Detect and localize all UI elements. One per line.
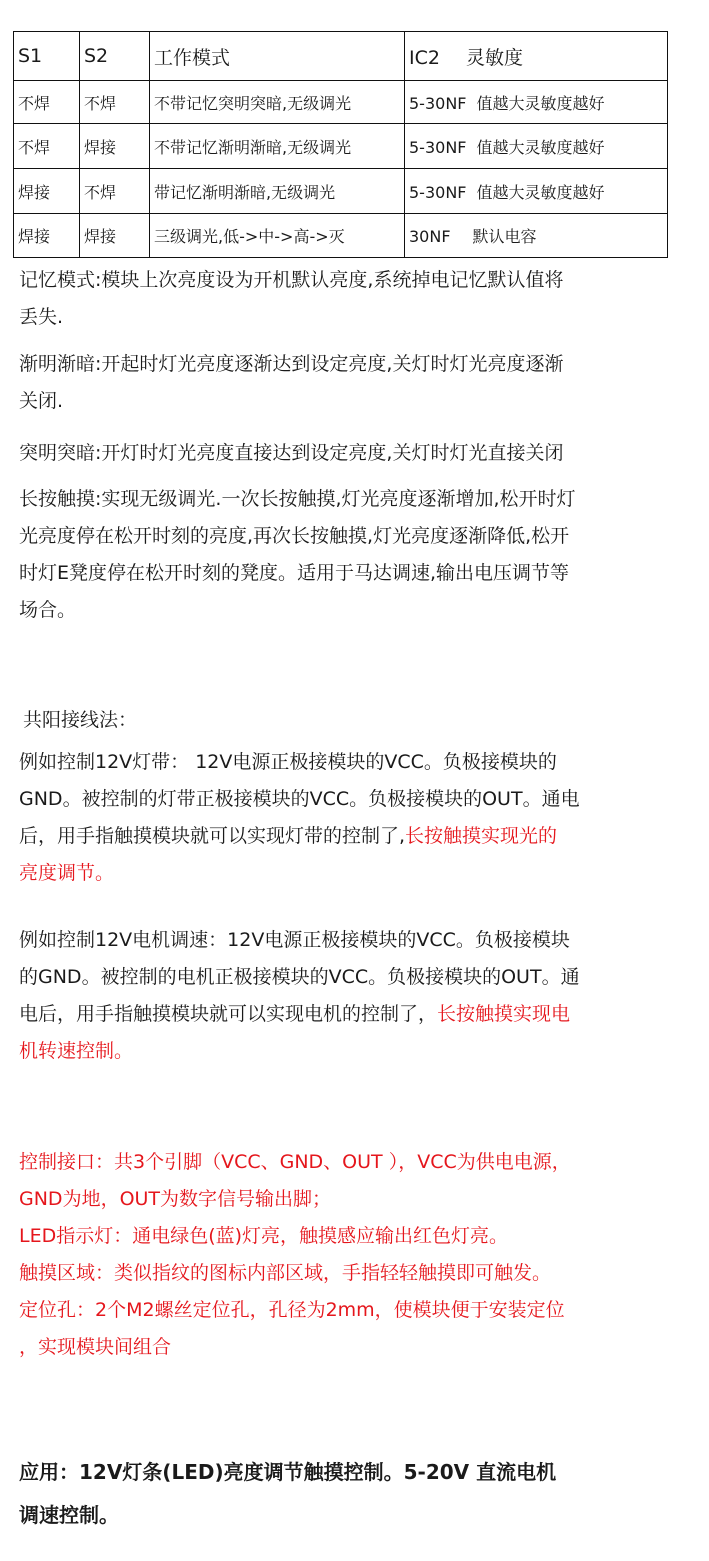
cell-mode: 带记忆渐明渐暗,无级调光 (150, 169, 405, 214)
spec-line: LED指示灯：通电绿色(蓝)灯亮，触摸感应输出红色灯亮。 (19, 1225, 509, 1247)
text-line: 突明突暗:开灯时灯光亮度直接达到设定亮度,关灯时灯光直接关闭 (19, 442, 564, 464)
text-line: 时灯E凳度停在松开时刻的凳度。适用于马达调速,输出电压调节等 (19, 562, 570, 584)
highlight-text: 亮度调节。 (19, 862, 115, 884)
mode-table (13, 31, 668, 258)
ic2-value: 5-30NF (409, 182, 467, 202)
text-line: 渐明渐暗:开起时灯光亮度逐渐达到设定亮度,关灯时灯光亮度逐渐 (19, 353, 564, 375)
text-line: 例如控制12V灯带： 12V电源正极接模块的VCC。负极接模块的 (19, 751, 557, 773)
cell-s2: 不焊 (80, 169, 150, 214)
header-s1: S1 (14, 32, 80, 81)
cell-mode: 三级调光,低->中->高->灭 (150, 214, 405, 258)
application-summary (19, 1454, 705, 1534)
text-line: 例如控制12V电机调速：12V电源正极接模块的VCC。负极接模块 (19, 929, 570, 951)
header-mode: 工作模式 (150, 32, 405, 81)
spec-line: 定位孔：2个M2螺丝定位孔，孔径为2mm，使模块便于安装定位 (19, 1299, 565, 1321)
text-line: 场合。 (19, 599, 77, 621)
highlight-text: 长按触摸实现电 (437, 1003, 571, 1025)
text-line: 应用：12V灯条(LED)亮度调节触摸控制。5-20V 直流电机 (19, 1460, 557, 1484)
table-row (14, 124, 668, 169)
ic2-note: 值越大灵敏度越好 (476, 182, 605, 202)
header-ic2-sensitivity (405, 32, 668, 81)
ic2-value: 30NF (409, 227, 451, 246)
fade-mode-description (19, 346, 705, 420)
ic2-value: 5-30NF (409, 137, 467, 157)
text-line: 调速控制。 (19, 1503, 119, 1527)
ic2-note: 值越大灵敏度越好 (476, 137, 605, 157)
table-row (14, 214, 668, 258)
text-line: 长按触摸:实现无级调光.一次长按触摸,灯光亮度逐渐增加,松开时灯 (19, 488, 576, 510)
text-line: 关闭. (19, 390, 64, 412)
ic2-note: 默认电容 (472, 227, 537, 246)
cell-ic2 (405, 124, 668, 169)
header-ic2: IC2 (409, 46, 440, 69)
cell-s2: 焊接 (80, 214, 150, 258)
highlight-text: 长按触摸实现光的 (405, 825, 558, 847)
text-line: 电后，用手指触摸模块就可以实现电机的控制了，长按触摸实现电 (19, 1003, 571, 1025)
cell-s1: 焊接 (14, 214, 80, 258)
spec-line: ，实现模块间组合 (19, 1336, 172, 1358)
cell-s1: 焊接 (14, 169, 80, 214)
memory-mode-description (19, 262, 705, 336)
module-specs (19, 1144, 705, 1366)
cell-ic2 (405, 81, 668, 124)
text-line: 丢失. (19, 306, 64, 328)
cell-ic2 (405, 169, 668, 214)
text-line: 的GND。被控制的电机正极接模块的VCC。负极接模块的OUT。通 (19, 966, 580, 988)
cell-mode: 不带记忆突明突暗,无级调光 (150, 81, 405, 124)
cell-s1: 不焊 (14, 124, 80, 169)
table-row (14, 81, 668, 124)
table-header-row (14, 32, 668, 81)
header-sensitivity: 灵敏度 (465, 46, 523, 69)
spec-line: 触摸区域：类似指纹的图标内部区域，手指轻轻触摸即可触发。 (19, 1262, 552, 1284)
cell-s2: 焊接 (80, 124, 150, 169)
cell-s2: 不焊 (80, 81, 150, 124)
long-press-description (19, 481, 705, 629)
cell-ic2 (405, 214, 668, 258)
cell-mode: 不带记忆渐明渐暗,无级调光 (150, 124, 405, 169)
text-line: 记忆模式:模块上次亮度设为开机默认亮度,系统掉电记忆默认值将 (19, 269, 564, 291)
text-line: GND。被控制的灯带正极接模块的VCC。负极接模块的OUT。通电 (19, 788, 580, 810)
motor-wiring (19, 922, 705, 1070)
highlight-text: 机转速控制。 (19, 1040, 134, 1062)
spec-line: GND为地，OUT为数字信号输出脚； (19, 1188, 332, 1210)
header-s2: S2 (80, 32, 150, 81)
instant-mode-description (19, 435, 705, 472)
cell-s1: 不焊 (14, 81, 80, 124)
ic2-note: 值越大灵敏度越好 (476, 93, 605, 113)
table-row (14, 169, 668, 214)
text-line: 后，用手指触摸模块就可以实现灯带的控制了,长按触摸实现光的 (19, 825, 558, 847)
ic2-value: 5-30NF (409, 93, 467, 113)
spec-line: 控制接口：共3个引脚（VCC、GND、OUT ），VCC为供电电源， (19, 1151, 571, 1173)
wiring-title: 共阳接线法： (23, 709, 138, 731)
text-line: 光亮度停在松开时刻的亮度,再次长按触摸,灯光亮度逐渐降低,松开 (19, 525, 570, 547)
led-strip-wiring (19, 744, 705, 892)
